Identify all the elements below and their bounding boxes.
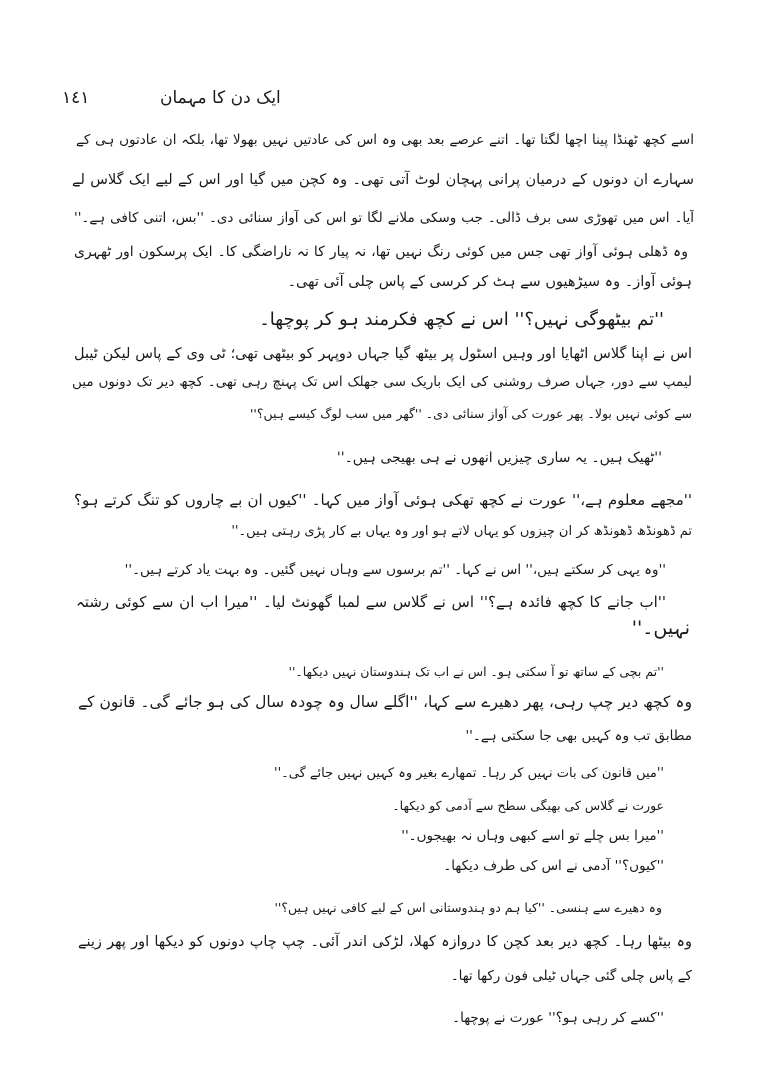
text-line: ''کیوں؟'' آدمی نے اس کی طرف دیکھا۔ (443, 858, 664, 874)
text-line: وہ بیٹھا رہا۔ کچھ دیر بعد کچن کا دروازہ کھلا، لڑکی اندر آئی۔ چپ چاپ دونوں کو دیکھا اور پھر زینے (78, 934, 692, 950)
text-line: لیمپ سے دور، جہاں صرف روشنی کی ایک باریک سی جھلک اس تک پہنچ رہی تھی۔ کچھ دیر تک دونوں میں (72, 374, 692, 390)
text-line: ''وہ یہی کر سکتے ہیں،'' اس نے کہا۔ ''تم برسوں سے وہاں نہیں گئیں۔ وہ بہت یاد کرتے ہیں۔'' (124, 562, 666, 578)
text-line: ''میرا بس چلے تو اسے کبھی وہاں نہ بھیجوں۔'' (401, 828, 664, 844)
text-line: ''اب جانے کا کچھ فائدہ ہے؟'' اس نے گلاس سے لمبا گھونٹ لیا۔ ''میرا اب ان سے کوئی رشتہ (76, 593, 666, 611)
text-line: آیا۔ اس میں تھوڑی سی برف ڈالی۔ جب وسکی ملانے لگا تو اس کی آواز سنائی دی۔ ''بس، اتنی کافی ہے۔'' (74, 210, 694, 226)
text-line: ''ٹھیک ہیں۔ یہ ساری چیزیں انھوں نے ہی بھیجی ہیں۔'' (336, 450, 662, 466)
text-line: ''میں قانون کی بات نہیں کر رہا۔ تمھارے بغیر وہ کہیں نہیں جائے گی۔'' (274, 766, 664, 781)
text-line: وہ کچھ دیر چپ رہی، پھر دھیرے سے کہا، ''اگلے سال وہ چودہ سال کی ہو جائے گی۔ قانون کے (78, 693, 692, 711)
text-line: اس نے اپنا گلاس اٹھایا اور وہیں اسٹول پر بیٹھ گیا جہاں دوپہر کو بیٹھی تھی؛ ٹی وی کے پاس لیکن ٹیبل (74, 346, 692, 362)
text-line: وہ دھیرے سے ہنسی۔ ''کیا ہم دو ہندوستانی اس کے لیے کافی نہیں ہیں؟'' (274, 900, 662, 915)
running-head: ایک دن کا مہمان (160, 88, 281, 108)
text-line: تم ڈھونڈھ ڈھونڈھ کر ان چیزوں کو یہاں لاتے ہو اور وہ یہاں بے کار پڑی رہتی ہیں۔'' (231, 524, 692, 539)
text-line: ''تم بیٹھوگی نہیں؟'' اس نے کچھ فکرمند ہو کر پوچھا۔ (259, 309, 664, 330)
text-line: عورت نے گلاس کی بھیگی سطح سے آدمی کو دیکھا۔ (392, 798, 664, 813)
text-line: مطابق تب وہ کہیں بھی جا سکتی ہے۔'' (465, 728, 692, 744)
text-line: ''کسے کر رہی ہو؟'' عورت نے پوچھا۔ (452, 1010, 664, 1026)
page-number: ١٤١ (62, 88, 90, 108)
text-line: ''تم بچی کے ساتھ تو آ سکتی ہو۔ اس نے اب تک ہندوستان نہیں دیکھا۔'' (288, 664, 664, 679)
text-line: ہوئی آواز۔ وہ سیڑھیوں سے ہٹ کر کرسی کے پاس چلی آئی تھی۔ (287, 274, 692, 290)
text-line: ''مجھے معلوم ہے،'' عورت نے کچھ تھکی ہوئی آواز میں کہا۔ ''کیوں ان بے چاروں کو تنگ کرتے ہو؟ (74, 491, 692, 509)
text-line: کے پاس چلی گئی جہاں ٹیلی فون رکھا تھا۔ (450, 968, 692, 984)
text-line: نہیں۔'' (631, 617, 690, 639)
text-line: سے کوئی نہیں بولا۔ پھر عورت کی آواز سنائی دی۔ ''گھر میں سب لوگ کیسے ہیں؟'' (249, 406, 692, 421)
text-line: سہارے ان دونوں کے درمیان پرانی پہچان لوٹ آتی تھی۔ وہ کچن میں گیا اور اس کے لیے ایک گلاس لے (72, 172, 694, 188)
text-line: وہ ڈھلی ہوئی آواز تھی جس میں کوئی رنگ نہیں تھا، نہ پیار کا نہ ناراضگی کا۔ ایک پرسکون اور ٹھہری (74, 244, 688, 260)
text-line: اسے کچھ ٹھنڈا پینا اچھا لگتا تھا۔ اتنے عرصے بعد بھی وہ اس کی عادتیں نہیں بھولا تھا، بلکہ ان عادتوں ہی کے (76, 132, 694, 148)
